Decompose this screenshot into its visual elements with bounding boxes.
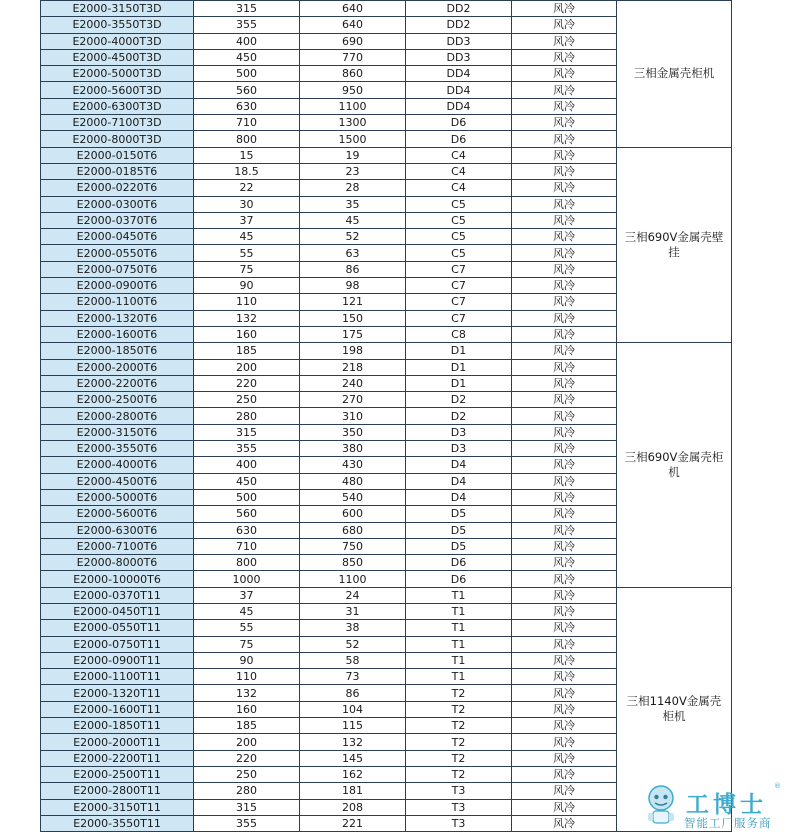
model-cell: E2000-0750T11: [41, 636, 194, 652]
cooling-cell: 风冷: [512, 49, 617, 65]
model-cell: E2000-8000T3D: [41, 131, 194, 147]
power-kw-cell: 90: [194, 652, 300, 668]
frame-size-cell: T3: [406, 799, 512, 815]
current-a-cell: 1500: [300, 131, 406, 147]
power-kw-cell: 355: [194, 815, 300, 831]
power-kw-cell: 280: [194, 783, 300, 799]
current-a-cell: 63: [300, 245, 406, 261]
frame-size-cell: D3: [406, 441, 512, 457]
power-kw-cell: 55: [194, 620, 300, 636]
cooling-cell: 风冷: [512, 718, 617, 734]
frame-size-cell: DD4: [406, 82, 512, 98]
frame-size-cell: C5: [406, 245, 512, 261]
power-kw-cell: 110: [194, 669, 300, 685]
power-kw-cell: 185: [194, 718, 300, 734]
current-a-cell: 45: [300, 212, 406, 228]
power-kw-cell: 800: [194, 131, 300, 147]
model-cell: E2000-0550T6: [41, 245, 194, 261]
cooling-cell: 风冷: [512, 98, 617, 114]
power-kw-cell: 710: [194, 538, 300, 554]
power-kw-cell: 800: [194, 555, 300, 571]
model-cell: E2000-2000T6: [41, 359, 194, 375]
model-cell: E2000-6300T3D: [41, 98, 194, 114]
current-a-cell: 38: [300, 620, 406, 636]
power-kw-cell: 160: [194, 326, 300, 342]
model-cell: E2000-3550T6: [41, 441, 194, 457]
model-cell: E2000-3550T3D: [41, 17, 194, 33]
frame-size-cell: D6: [406, 571, 512, 587]
cooling-cell: 风冷: [512, 212, 617, 228]
frame-size-cell: D5: [406, 538, 512, 554]
model-cell: E2000-2200T11: [41, 750, 194, 766]
power-kw-cell: 75: [194, 636, 300, 652]
cooling-cell: 风冷: [512, 424, 617, 440]
current-a-cell: 73: [300, 669, 406, 685]
model-cell: E2000-5000T6: [41, 489, 194, 505]
current-a-cell: 208: [300, 799, 406, 815]
frame-size-cell: D6: [406, 131, 512, 147]
frame-size-cell: T3: [406, 783, 512, 799]
model-cell: E2000-1850T6: [41, 343, 194, 359]
series-group-label: 三相690V金属壳柜机: [617, 343, 732, 587]
cooling-cell: 风冷: [512, 799, 617, 815]
cooling-cell: 风冷: [512, 82, 617, 98]
power-kw-cell: 400: [194, 457, 300, 473]
frame-size-cell: T3: [406, 815, 512, 831]
brand-subtitle: 智能工厂服务商: [684, 816, 772, 830]
model-cell: E2000-0900T6: [41, 278, 194, 294]
table-row: [41, 147, 732, 163]
robot-mascot-icon: [644, 784, 678, 828]
cooling-cell: 风冷: [512, 163, 617, 179]
current-a-cell: 150: [300, 310, 406, 326]
cooling-cell: 风冷: [512, 17, 617, 33]
frame-size-cell: T1: [406, 636, 512, 652]
model-cell: E2000-4000T6: [41, 457, 194, 473]
power-kw-cell: 450: [194, 49, 300, 65]
current-a-cell: 270: [300, 392, 406, 408]
model-cell: E2000-4000T3D: [41, 33, 194, 49]
power-kw-cell: 132: [194, 685, 300, 701]
current-a-cell: 52: [300, 229, 406, 245]
cooling-cell: 风冷: [512, 587, 617, 603]
current-a-cell: 850: [300, 555, 406, 571]
current-a-cell: 221: [300, 815, 406, 831]
power-kw-cell: 560: [194, 506, 300, 522]
frame-size-cell: D5: [406, 506, 512, 522]
current-a-cell: 35: [300, 196, 406, 212]
power-kw-cell: 132: [194, 310, 300, 326]
power-kw-cell: 500: [194, 489, 300, 505]
model-cell: E2000-1320T11: [41, 685, 194, 701]
current-a-cell: 860: [300, 66, 406, 82]
model-cell: E2000-0150T6: [41, 147, 194, 163]
model-cell: E2000-5000T3D: [41, 66, 194, 82]
power-kw-cell: 1000: [194, 571, 300, 587]
power-kw-cell: 200: [194, 734, 300, 750]
model-cell: E2000-3550T11: [41, 815, 194, 831]
model-cell: E2000-0750T6: [41, 261, 194, 277]
power-kw-cell: 37: [194, 587, 300, 603]
cooling-cell: 风冷: [512, 1, 617, 17]
cooling-cell: 风冷: [512, 489, 617, 505]
cooling-cell: 风冷: [512, 359, 617, 375]
power-kw-cell: 185: [194, 343, 300, 359]
cooling-cell: 风冷: [512, 571, 617, 587]
power-kw-cell: 30: [194, 196, 300, 212]
model-cell: E2000-8000T6: [41, 555, 194, 571]
model-cell: E2000-3150T11: [41, 799, 194, 815]
product-spec-table: [40, 0, 732, 832]
current-a-cell: 600: [300, 506, 406, 522]
power-kw-cell: 37: [194, 212, 300, 228]
model-cell: E2000-1100T11: [41, 669, 194, 685]
model-cell: E2000-0450T6: [41, 229, 194, 245]
frame-size-cell: C4: [406, 163, 512, 179]
frame-size-cell: D6: [406, 115, 512, 131]
frame-size-cell: D6: [406, 555, 512, 571]
power-kw-cell: 560: [194, 82, 300, 98]
frame-size-cell: DD2: [406, 17, 512, 33]
current-a-cell: 132: [300, 734, 406, 750]
current-a-cell: 1100: [300, 571, 406, 587]
cooling-cell: 风冷: [512, 522, 617, 538]
model-cell: E2000-0550T11: [41, 620, 194, 636]
series-group-label: 三相金属壳柜机: [617, 1, 732, 148]
current-a-cell: 380: [300, 441, 406, 457]
cooling-cell: 风冷: [512, 375, 617, 391]
current-a-cell: 770: [300, 49, 406, 65]
table-body: [41, 1, 732, 832]
power-kw-cell: 500: [194, 66, 300, 82]
model-cell: E2000-1850T11: [41, 718, 194, 734]
cooling-cell: 风冷: [512, 229, 617, 245]
model-cell: E2000-2200T6: [41, 375, 194, 391]
frame-size-cell: C8: [406, 326, 512, 342]
cooling-cell: 风冷: [512, 131, 617, 147]
cooling-cell: 风冷: [512, 147, 617, 163]
current-a-cell: 1300: [300, 115, 406, 131]
current-a-cell: 218: [300, 359, 406, 375]
table-row: [41, 343, 732, 359]
frame-size-cell: D2: [406, 392, 512, 408]
cooling-cell: 风冷: [512, 343, 617, 359]
current-a-cell: 181: [300, 783, 406, 799]
frame-size-cell: T2: [406, 718, 512, 734]
current-a-cell: 640: [300, 17, 406, 33]
power-kw-cell: 160: [194, 701, 300, 717]
model-cell: E2000-0450T11: [41, 603, 194, 619]
power-kw-cell: 280: [194, 408, 300, 424]
power-kw-cell: 315: [194, 1, 300, 17]
cooling-cell: 风冷: [512, 766, 617, 782]
current-a-cell: 1100: [300, 98, 406, 114]
frame-size-cell: D5: [406, 522, 512, 538]
series-group-label: 三相1140V金属壳柜机: [617, 587, 732, 831]
model-cell: E2000-0900T11: [41, 652, 194, 668]
power-kw-cell: 90: [194, 278, 300, 294]
power-kw-cell: 250: [194, 392, 300, 408]
cooling-cell: 风冷: [512, 310, 617, 326]
model-cell: E2000-2500T6: [41, 392, 194, 408]
frame-size-cell: T2: [406, 766, 512, 782]
cooling-cell: 风冷: [512, 620, 617, 636]
cooling-cell: 风冷: [512, 408, 617, 424]
current-a-cell: 98: [300, 278, 406, 294]
frame-size-cell: D3: [406, 424, 512, 440]
model-cell: E2000-3150T6: [41, 424, 194, 440]
current-a-cell: 24: [300, 587, 406, 603]
cooling-cell: 风冷: [512, 701, 617, 717]
frame-size-cell: T2: [406, 750, 512, 766]
model-cell: E2000-0300T6: [41, 196, 194, 212]
model-cell: E2000-1100T6: [41, 294, 194, 310]
current-a-cell: 58: [300, 652, 406, 668]
frame-size-cell: C5: [406, 229, 512, 245]
table-row: [41, 1, 732, 17]
current-a-cell: 350: [300, 424, 406, 440]
current-a-cell: 750: [300, 538, 406, 554]
cooling-cell: 风冷: [512, 603, 617, 619]
current-a-cell: 540: [300, 489, 406, 505]
current-a-cell: 121: [300, 294, 406, 310]
cooling-cell: 风冷: [512, 441, 617, 457]
power-kw-cell: 15: [194, 147, 300, 163]
current-a-cell: 28: [300, 180, 406, 196]
model-cell: E2000-0220T6: [41, 180, 194, 196]
cooling-cell: 风冷: [512, 457, 617, 473]
frame-size-cell: D4: [406, 473, 512, 489]
frame-size-cell: T2: [406, 685, 512, 701]
model-cell: E2000-5600T6: [41, 506, 194, 522]
model-cell: E2000-1600T6: [41, 326, 194, 342]
cooling-cell: 风冷: [512, 294, 617, 310]
frame-size-cell: T1: [406, 587, 512, 603]
model-cell: E2000-1600T11: [41, 701, 194, 717]
frame-size-cell: C5: [406, 196, 512, 212]
power-kw-cell: 450: [194, 473, 300, 489]
current-a-cell: 175: [300, 326, 406, 342]
current-a-cell: 52: [300, 636, 406, 652]
frame-size-cell: T2: [406, 701, 512, 717]
cooling-cell: 风冷: [512, 245, 617, 261]
frame-size-cell: C5: [406, 212, 512, 228]
frame-size-cell: D4: [406, 457, 512, 473]
cooling-cell: 风冷: [512, 652, 617, 668]
power-kw-cell: 220: [194, 750, 300, 766]
current-a-cell: 162: [300, 766, 406, 782]
frame-size-cell: T1: [406, 620, 512, 636]
power-kw-cell: 355: [194, 17, 300, 33]
cooling-cell: 风冷: [512, 685, 617, 701]
frame-size-cell: DD4: [406, 98, 512, 114]
model-cell: E2000-5600T3D: [41, 82, 194, 98]
frame-size-cell: C7: [406, 278, 512, 294]
model-cell: E2000-2500T11: [41, 766, 194, 782]
cooling-cell: 风冷: [512, 278, 617, 294]
frame-size-cell: D4: [406, 489, 512, 505]
frame-size-cell: DD3: [406, 33, 512, 49]
current-a-cell: 31: [300, 603, 406, 619]
cooling-cell: 风冷: [512, 33, 617, 49]
model-cell: E2000-0185T6: [41, 163, 194, 179]
cooling-cell: 风冷: [512, 669, 617, 685]
cooling-cell: 风冷: [512, 815, 617, 831]
frame-size-cell: D1: [406, 375, 512, 391]
frame-size-cell: T2: [406, 734, 512, 750]
current-a-cell: 690: [300, 33, 406, 49]
power-kw-cell: 22: [194, 180, 300, 196]
cooling-cell: 风冷: [512, 196, 617, 212]
power-kw-cell: 315: [194, 424, 300, 440]
model-cell: E2000-10000T6: [41, 571, 194, 587]
cooling-cell: 风冷: [512, 636, 617, 652]
current-a-cell: 104: [300, 701, 406, 717]
frame-size-cell: DD3: [406, 49, 512, 65]
frame-size-cell: D1: [406, 359, 512, 375]
power-kw-cell: 55: [194, 245, 300, 261]
cooling-cell: 风冷: [512, 180, 617, 196]
cooling-cell: 风冷: [512, 783, 617, 799]
power-kw-cell: 18.5: [194, 163, 300, 179]
current-a-cell: 430: [300, 457, 406, 473]
model-cell: E2000-7100T6: [41, 538, 194, 554]
model-cell: E2000-4500T6: [41, 473, 194, 489]
cooling-cell: 风冷: [512, 66, 617, 82]
current-a-cell: 680: [300, 522, 406, 538]
power-kw-cell: 710: [194, 115, 300, 131]
frame-size-cell: DD2: [406, 1, 512, 17]
model-cell: E2000-0370T6: [41, 212, 194, 228]
cooling-cell: 风冷: [512, 506, 617, 522]
registered-mark: ®: [774, 782, 781, 790]
power-kw-cell: 250: [194, 766, 300, 782]
frame-size-cell: C7: [406, 261, 512, 277]
power-kw-cell: 45: [194, 603, 300, 619]
power-kw-cell: 220: [194, 375, 300, 391]
cooling-cell: 风冷: [512, 734, 617, 750]
current-a-cell: 115: [300, 718, 406, 734]
series-group-label: 三相690V金属壳壁挂: [617, 147, 732, 343]
current-a-cell: 86: [300, 261, 406, 277]
power-kw-cell: 630: [194, 522, 300, 538]
power-kw-cell: 110: [194, 294, 300, 310]
frame-size-cell: D1: [406, 343, 512, 359]
current-a-cell: 480: [300, 473, 406, 489]
model-cell: E2000-3150T3D: [41, 1, 194, 17]
power-kw-cell: 200: [194, 359, 300, 375]
cooling-cell: 风冷: [512, 473, 617, 489]
current-a-cell: 145: [300, 750, 406, 766]
model-cell: E2000-1320T6: [41, 310, 194, 326]
frame-size-cell: C7: [406, 310, 512, 326]
cooling-cell: 风冷: [512, 392, 617, 408]
brand-name: 工博士: [686, 791, 767, 818]
table-row: [41, 587, 732, 603]
frame-size-cell: T1: [406, 669, 512, 685]
current-a-cell: 198: [300, 343, 406, 359]
current-a-cell: 950: [300, 82, 406, 98]
model-cell: E2000-7100T3D: [41, 115, 194, 131]
model-cell: E2000-4500T3D: [41, 49, 194, 65]
current-a-cell: 640: [300, 1, 406, 17]
power-kw-cell: 630: [194, 98, 300, 114]
brand-watermark: [640, 782, 786, 834]
frame-size-cell: C7: [406, 294, 512, 310]
cooling-cell: 风冷: [512, 115, 617, 131]
model-cell: E2000-2800T11: [41, 783, 194, 799]
power-kw-cell: 315: [194, 799, 300, 815]
frame-size-cell: T1: [406, 603, 512, 619]
model-cell: E2000-0370T11: [41, 587, 194, 603]
model-cell: E2000-6300T6: [41, 522, 194, 538]
model-cell: E2000-2800T6: [41, 408, 194, 424]
cooling-cell: 风冷: [512, 538, 617, 554]
cooling-cell: 风冷: [512, 750, 617, 766]
power-kw-cell: 400: [194, 33, 300, 49]
frame-size-cell: DD4: [406, 66, 512, 82]
cooling-cell: 风冷: [512, 261, 617, 277]
current-a-cell: 310: [300, 408, 406, 424]
current-a-cell: 23: [300, 163, 406, 179]
frame-size-cell: D2: [406, 408, 512, 424]
cooling-cell: 风冷: [512, 555, 617, 571]
model-cell: E2000-2000T11: [41, 734, 194, 750]
power-kw-cell: 355: [194, 441, 300, 457]
current-a-cell: 19: [300, 147, 406, 163]
power-kw-cell: 75: [194, 261, 300, 277]
cooling-cell: 风冷: [512, 326, 617, 342]
current-a-cell: 86: [300, 685, 406, 701]
power-kw-cell: 45: [194, 229, 300, 245]
frame-size-cell: C4: [406, 147, 512, 163]
current-a-cell: 240: [300, 375, 406, 391]
frame-size-cell: C4: [406, 180, 512, 196]
frame-size-cell: T1: [406, 652, 512, 668]
